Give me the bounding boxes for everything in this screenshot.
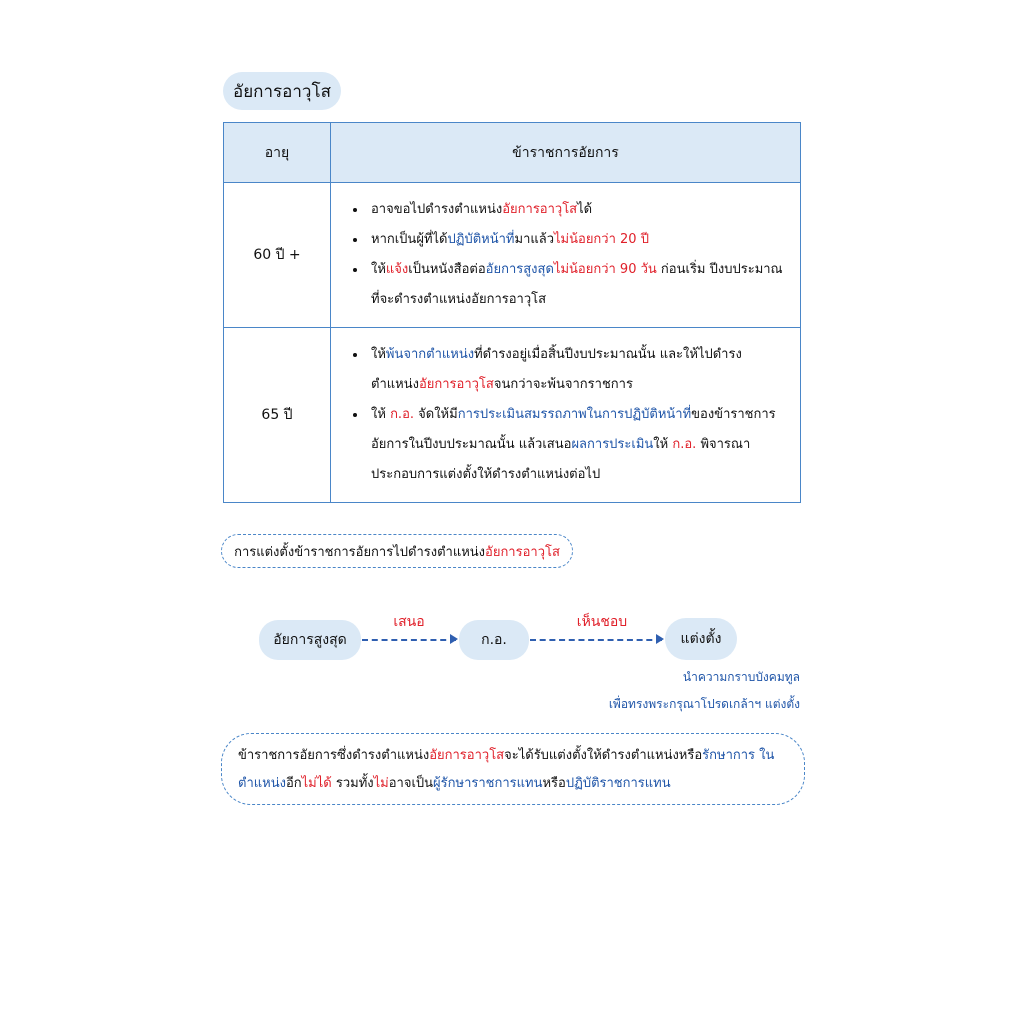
text-segment: ของข้าราชการ อัยการในปีงบประมาณนั้น แล้วเสนอ xyxy=(371,407,776,452)
highlight-red: ไม่น้อยกว่า 90 วัน xyxy=(553,262,657,277)
text-segment: ที่ดำรงอยู่เมื่อสิ้นปีงบประมาณนั้น และให้ไปดำรง ตำแหน่ง xyxy=(371,347,742,392)
age-cell: 65 ปี xyxy=(224,328,331,503)
appointment-title xyxy=(221,534,573,568)
highlight-blue: รักษาการ ในตำแหน่ง xyxy=(238,748,775,791)
text-segment: พิจารณา ประกอบการแต่งตั้งให้ดำรงตำแหน่งต่อไป xyxy=(371,437,751,482)
rule-bullet xyxy=(367,255,790,315)
highlight-blue: ผลการประเมิน xyxy=(571,437,654,452)
text-segment: ให้ xyxy=(371,407,391,422)
flow-node-attorney-general: อัยการสูงสุด xyxy=(259,620,361,660)
column-header-age: อายุ xyxy=(224,123,331,183)
text-segment: มาแล้ว xyxy=(514,232,555,247)
flow-node-committee: ก.อ. xyxy=(459,620,529,660)
text-segment: จะได้รับแต่งตั้งให้ดำรงตำแหน่งหรือ xyxy=(504,748,703,763)
table-row xyxy=(224,328,801,503)
highlight-blue: อัยการสูงสุด xyxy=(485,262,554,277)
highlight-red: อัยการอาวุโส xyxy=(418,377,494,392)
text-segment: จนกว่าจะพ้นจากราชการ xyxy=(493,377,633,392)
text-segment: อาจขอไปดำรงตำแหน่ง xyxy=(371,202,503,217)
rule-list xyxy=(347,195,790,315)
text-segment: ได้ xyxy=(577,202,593,217)
rule-bullet xyxy=(367,400,790,490)
rule-bullet xyxy=(367,195,790,225)
section-title: อัยการอาวุโส xyxy=(223,72,341,110)
text-segment: อีก xyxy=(285,776,302,791)
flow-note-line-2: เพื่อทรงพระกรุณาโปรดเกล้าฯ แต่งตั้ง xyxy=(608,697,800,711)
highlight-red: อัยการอาวุโส xyxy=(502,202,578,217)
text-segment: หากเป็นผู้ที่ได้ xyxy=(371,232,448,247)
highlight-red: ก.อ. xyxy=(672,437,697,452)
retirement-table xyxy=(223,122,801,503)
highlight-red: ก.อ. xyxy=(390,407,415,422)
highlight-red: แจ้ง xyxy=(385,262,409,277)
highlight-red: ไม่ xyxy=(373,776,389,791)
text-segment: ข้าราชการอัยการซึ่งดำรงตำแหน่ง xyxy=(238,748,430,763)
rule-bullet xyxy=(367,340,790,400)
rule-bullet xyxy=(367,225,790,255)
column-header-prosecutor: ข้าราชการอัยการ xyxy=(331,123,801,183)
rule-cell xyxy=(331,183,801,328)
appointment-title-highlight: อัยการอาวุโส xyxy=(485,544,560,560)
flow-note-line-1: นำความกราบบังคมทูล xyxy=(682,670,800,684)
text-segment: ให้ xyxy=(371,262,386,277)
text-segment: เป็นหนังสือต่อ xyxy=(408,262,486,277)
highlight-red: ไม่ได้ xyxy=(301,776,332,791)
highlight-red: ไม่น้อยกว่า 20 ปี xyxy=(554,232,649,247)
flow-arrow-2 xyxy=(530,639,662,643)
text-segment: หรือ xyxy=(542,776,566,791)
bottom-note xyxy=(221,733,805,805)
age-cell: 60 ปี + xyxy=(224,183,331,328)
bottom-note-text xyxy=(238,748,774,791)
highlight-blue: การประเมินสมรรถภาพในการปฏิบัติหน้าที่ xyxy=(457,407,692,422)
highlight-red: อัยการอาวุโส xyxy=(429,748,505,763)
table-row xyxy=(224,183,801,328)
flow-node-appoint: แต่งตั้ง xyxy=(665,618,737,660)
flow-label-approve: เห็นชอบ xyxy=(576,614,628,630)
highlight-blue: ปฏิบัติหน้าที่ xyxy=(447,232,515,247)
flow-arrow-1 xyxy=(362,639,456,643)
appointment-title-text: การแต่งตั้งข้าราชการอัยการไปดำรงตำแหน่ง xyxy=(234,544,486,560)
rule-list xyxy=(347,340,790,490)
highlight-blue: พ้นจากตำแหน่ง xyxy=(385,347,475,362)
text-segment: ก่อนเริ่ม ปีงบประมาณที่จะดำรงตำแหน่งอัยการอาวุโส xyxy=(371,262,783,307)
text-segment: ให้ xyxy=(653,437,673,452)
flow-label-propose: เสนอ xyxy=(393,614,425,630)
text-segment: รวมทั้ง xyxy=(331,776,374,791)
highlight-blue: ผู้รักษาราชการแทน xyxy=(433,776,543,791)
text-segment: ให้ xyxy=(371,347,386,362)
text-segment: อาจเป็น xyxy=(388,776,434,791)
rule-cell xyxy=(331,328,801,503)
text-segment: จัดให้มี xyxy=(414,407,458,422)
table-header-row xyxy=(224,123,801,183)
highlight-blue: ปฏิบัติราชการแทน xyxy=(565,776,671,791)
